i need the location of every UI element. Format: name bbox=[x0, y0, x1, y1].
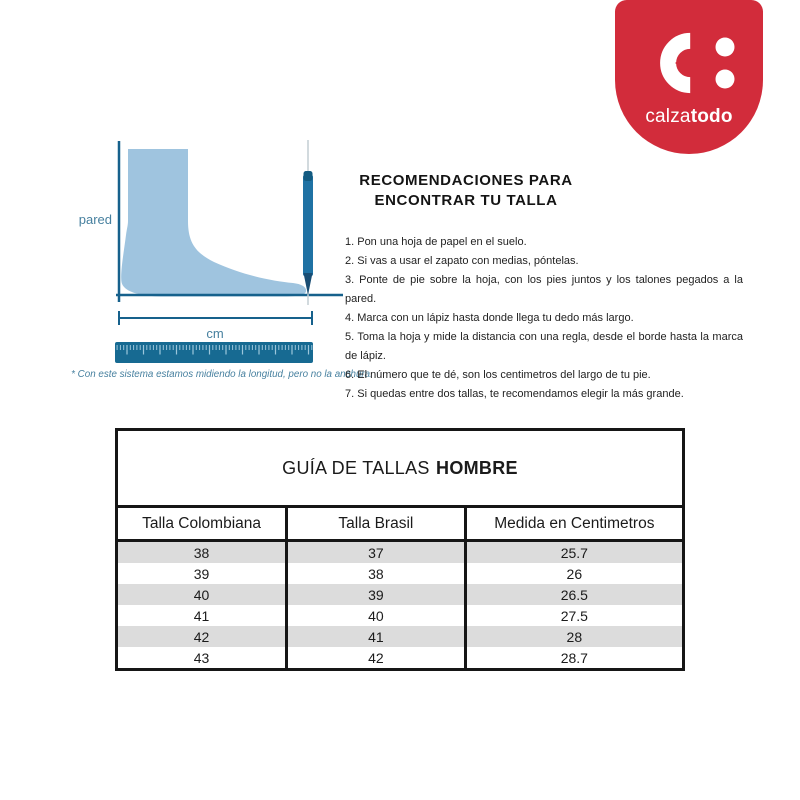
table-row bbox=[117, 541, 684, 564]
column-header-talla-brasil: Talla Brasil bbox=[287, 507, 466, 541]
foot-silhouette-icon bbox=[121, 149, 306, 297]
ruler-icon bbox=[115, 342, 313, 363]
step-item: 4. Marca con un lápiz hasta donde llega tu dedo más largo. bbox=[345, 312, 634, 324]
table-title-row bbox=[117, 430, 684, 507]
table-row bbox=[117, 647, 684, 670]
cell-talla-brasil: 39 bbox=[287, 584, 466, 605]
cell-medida-cm: 28 bbox=[465, 626, 683, 647]
table-header-row bbox=[117, 507, 684, 541]
cell-talla-brasil: 42 bbox=[287, 647, 466, 670]
pencil-icon bbox=[303, 140, 313, 305]
cell-talla-brasil: 38 bbox=[287, 563, 466, 584]
cell-talla-colombiana: 39 bbox=[193, 565, 210, 582]
cell-talla-brasil: 41 bbox=[287, 626, 466, 647]
cell-talla-colombiana: 43 bbox=[193, 649, 210, 666]
cell-talla-colombiana: 40 bbox=[193, 586, 210, 603]
table-row bbox=[117, 584, 684, 605]
recommendations-title bbox=[345, 171, 587, 211]
brand-monogram-icon bbox=[637, 26, 741, 96]
table-row bbox=[117, 605, 684, 626]
column-header-talla-colombiana: Talla Colombiana bbox=[117, 507, 287, 541]
brand-name bbox=[645, 106, 732, 128]
table-title-bold: HOMBRE bbox=[436, 457, 518, 478]
step-item: 7. Si quedas entre dos tallas, te recomendamos elegir la más grande. bbox=[345, 388, 684, 400]
cell-talla-brasil: 40 bbox=[287, 605, 466, 626]
step-item: 6. El número que te dé, son los centimetros del largo de tu pie. bbox=[345, 369, 651, 381]
size-guide-table bbox=[115, 428, 685, 671]
wall-label: pared bbox=[78, 212, 112, 227]
cell-medida-cm: 28.7 bbox=[465, 647, 683, 670]
diagram-footnote: * Con este sistema estamos midiendo la longitud, pero no la anchura. bbox=[71, 369, 373, 380]
foot-measurement-diagram bbox=[60, 135, 360, 400]
step-item: 2. Si vas a usar el zapato con medias, póntelas. bbox=[345, 255, 579, 267]
table-title-regular: GUÍA DE TALLAS bbox=[282, 457, 430, 478]
recommendations-title-line2: ENCONTRAR TU TALLA bbox=[374, 192, 558, 209]
brand-name-bold: todo bbox=[690, 106, 733, 127]
cell-medida-cm: 26.5 bbox=[465, 584, 683, 605]
step-item: 1. Pon una hoja de papel en el suelo. bbox=[345, 236, 527, 248]
recommendations-title-line1: RECOMENDACIONES PARA bbox=[359, 172, 573, 189]
step-item: 5. Toma la hoja y mide la distancia con una regla, desde el borde hasta la marca de lápiz. bbox=[345, 331, 743, 362]
step-item: 3. Ponte de pie sobre la hoja, con los pies juntos y los talones pegados a la pared. bbox=[345, 274, 743, 305]
table-row bbox=[117, 563, 684, 584]
cell-medida-cm: 26 bbox=[465, 563, 683, 584]
table-row bbox=[117, 626, 684, 647]
cell-medida-cm: 27.5 bbox=[465, 605, 683, 626]
cm-label: cm bbox=[206, 326, 224, 341]
column-header-medida-cm: Medida en Centimetros bbox=[465, 507, 683, 541]
brand-logo bbox=[615, 0, 763, 154]
cell-talla-brasil: 37 bbox=[287, 541, 466, 564]
cell-talla-colombiana: 41 bbox=[193, 607, 210, 624]
dimension-line bbox=[119, 311, 312, 325]
cell-talla-colombiana: 42 bbox=[193, 628, 210, 645]
brand-name-regular: calza bbox=[645, 106, 691, 127]
cell-talla-colombiana: 38 bbox=[193, 544, 210, 561]
table-title bbox=[117, 430, 684, 507]
cell-medida-cm: 25.7 bbox=[465, 541, 683, 564]
steps-list bbox=[345, 233, 743, 404]
